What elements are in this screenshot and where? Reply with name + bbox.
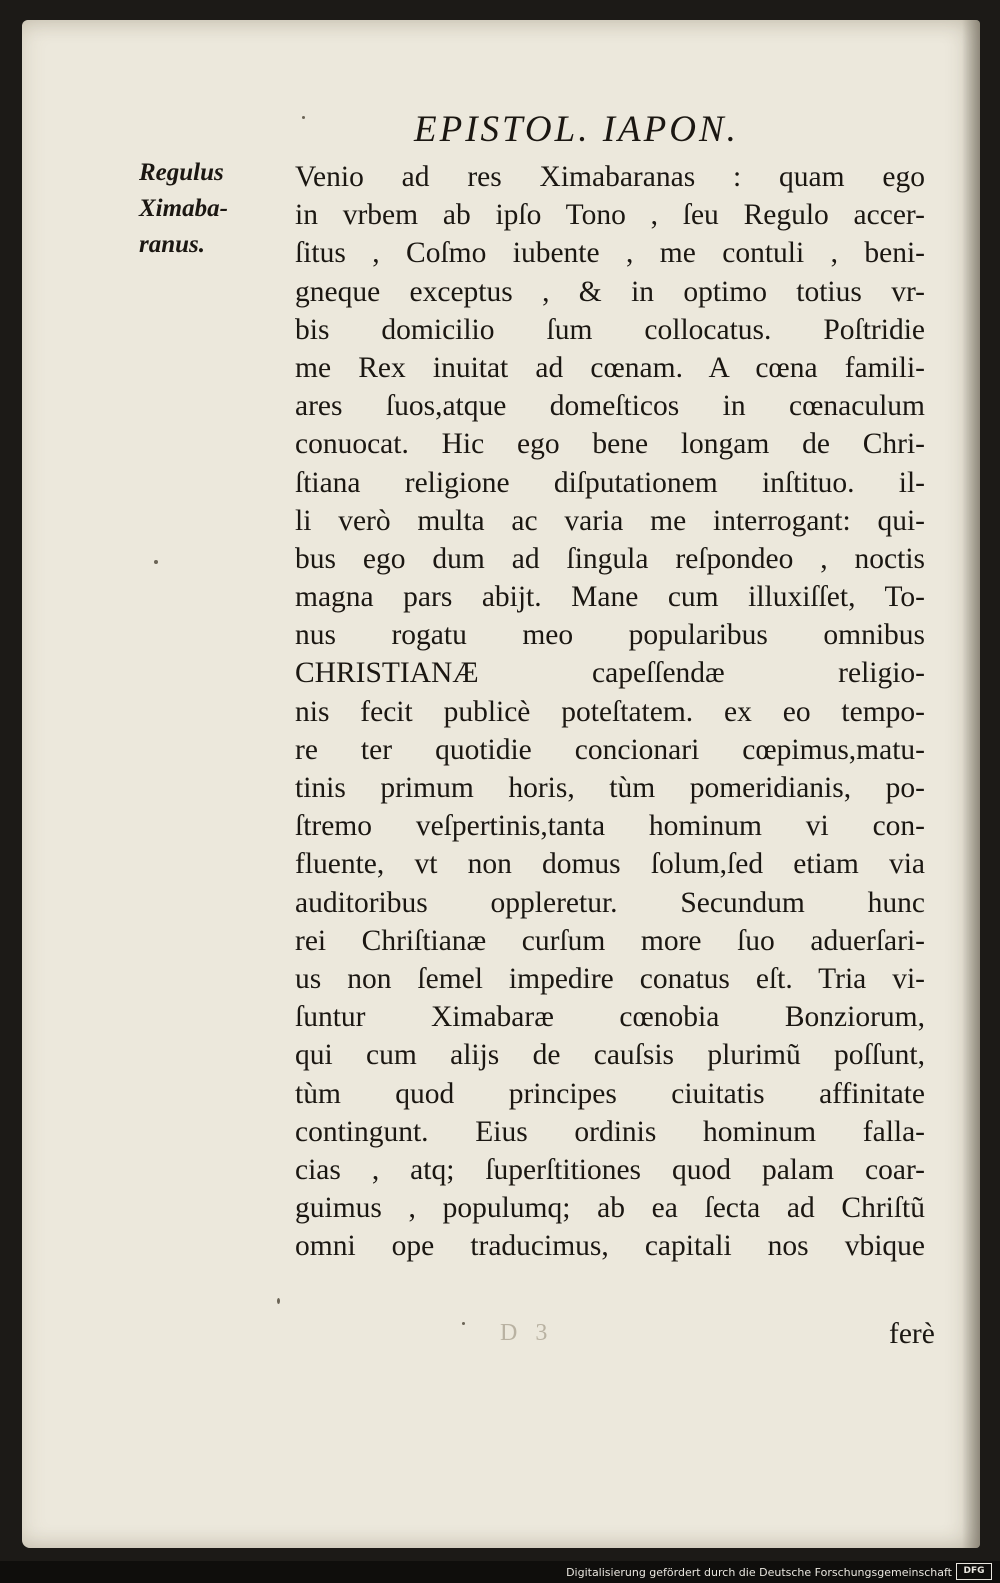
text-line: ſtremo veſpertinis,tanta hominum vi con- xyxy=(295,810,925,843)
catchword: ferè xyxy=(889,1318,935,1350)
text-line: omni ope traducimus, capitali nos vbique xyxy=(295,1230,925,1263)
text-line: nus rogatu meo popularibus omnibus xyxy=(295,619,925,652)
text-line: li verò multa ac varia me interrogant: qui- xyxy=(295,504,925,537)
text-line: guimus , populumq; ab ea ſecta ad Chriſtũ xyxy=(295,1192,925,1225)
text-line: me Rex inuitat ad cœnam. A cœna famili- xyxy=(295,351,925,384)
text-line: bus ego dum ad ſingula reſpondeo , noctis xyxy=(295,542,925,575)
running-head: EPISTOL. IAPON. xyxy=(414,109,739,150)
text-line: us non ſemel impedire conatus eſt. Tria vi- xyxy=(295,962,925,995)
text-line: qui cum alijs de cauſsis plurimũ poſſunt, xyxy=(295,1039,925,1072)
text-line: conuocat. Hic ego bene longam de Chri- xyxy=(295,428,925,461)
text-line: magna pars abijt. Mane cum illuxiſſet, To- xyxy=(295,581,925,614)
footer-credit: Digitalisierung gefördert durch die Deutsche Forschungsgemeinschaft xyxy=(566,1566,952,1579)
ink-speck xyxy=(277,1298,280,1304)
text-line: Venio ad res Ximabaranas : quam ego xyxy=(295,161,925,193)
page-edge-shadow xyxy=(962,20,980,1548)
marginal-note-line: Ximaba- xyxy=(139,195,228,222)
text-line: ſuntur Ximabaræ cœnobia Bonziorum, xyxy=(295,1001,925,1034)
text-line: gneque exceptus , & in optimo totius vr- xyxy=(295,275,925,308)
footer-bar xyxy=(0,1561,1000,1583)
text-line: rei Chriſtianæ curſum more ſuo aduerſari- xyxy=(295,924,925,957)
text-line: nis fecit publicè poteſtatem. ex eo tempo- xyxy=(295,695,925,728)
text-line: ares ſuos,atque domeſticos in cœnaculum xyxy=(295,390,925,423)
text-line: bis domicilio ſum collocatus. Poſtridie xyxy=(295,313,925,346)
marginal-note xyxy=(139,155,228,263)
book-page xyxy=(22,20,980,1548)
text-line: cias , atq; ſuperſtitiones quod palam coar- xyxy=(295,1153,925,1186)
text-line: re ter quotidie concionari cœpimus,matu- xyxy=(295,733,925,766)
text-line: tùm quod principes ciuitatis affinitate xyxy=(295,1077,925,1110)
text-line: auditoribus oppleretur. Secundum hunc xyxy=(295,886,925,919)
text-line: tinis primum horis, tùm pomeridianis, po- xyxy=(295,772,925,804)
ink-speck xyxy=(302,116,305,119)
text-line: ſitus , Coſmo iubente , me contuli , beni- xyxy=(295,237,925,270)
text-line: in vrbem ab ipſo Tono , ſeu Regulo accer- xyxy=(295,199,925,232)
body-text xyxy=(295,158,925,1265)
marginal-note-line: Regulus xyxy=(139,159,224,186)
text-line: fluente, vt non domus ſolum,ſed etiam via xyxy=(295,848,925,881)
ink-speck xyxy=(154,560,158,564)
ink-speck xyxy=(462,1322,465,1325)
signature-mark: D 3 xyxy=(500,1320,554,1346)
text-line: ſtiana religione diſputationem inſtituo. il- xyxy=(295,466,925,499)
dfg-logo-icon: DFG xyxy=(956,1563,992,1580)
text-line: CHRISTIANÆ capeſſendæ religio- xyxy=(295,657,925,690)
marginal-note-line: ranus. xyxy=(139,231,206,258)
text-line: contingunt. Eius ordinis hominum falla- xyxy=(295,1115,925,1148)
